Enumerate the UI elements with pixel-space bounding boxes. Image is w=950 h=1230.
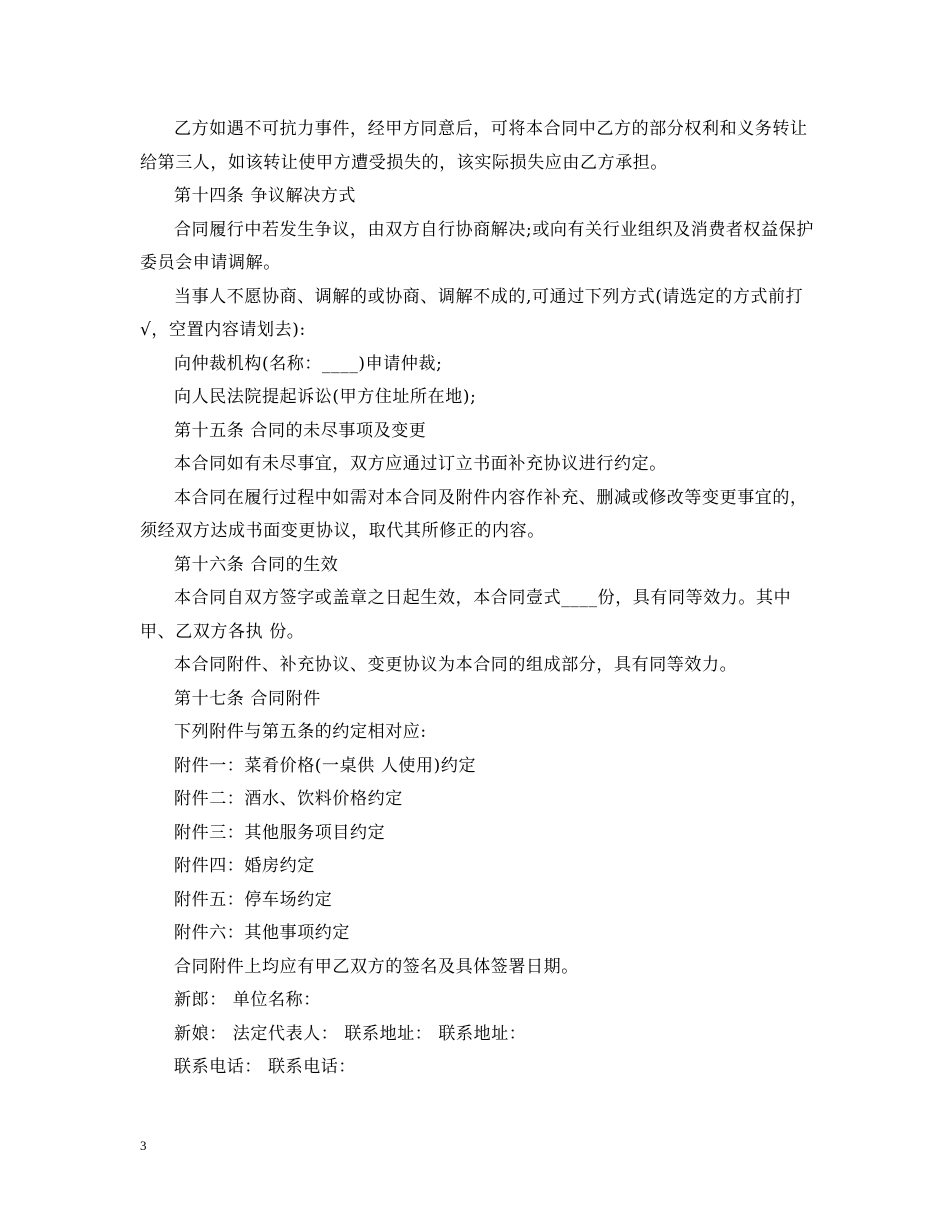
paragraph-arbitration: 向仲裁机构(名称：____)申请仲裁; — [174, 353, 443, 374]
attachment-item-4: 附件四：婚房约定 — [174, 856, 315, 876]
paragraph-signature-requirement: 合同附件上均应有甲乙双方的签名及具体签署日期。 — [174, 956, 579, 977]
signature-line-groom: 新郎： 单位名称： — [174, 990, 321, 1010]
attachment-item-3: 附件三：其他服务项目约定 — [174, 822, 386, 843]
document-body — [140, 113, 815, 1085]
heading-article-14: 第十四条 争议解决方式 — [174, 186, 357, 206]
paragraph-force-majeure: 乙方如遇不可抗力事件，经甲方同意后，可将本合同中乙方的部分权利和义务转让给第三人，如该转让使甲方遭受损失的，该实际损失应由乙方承担。 — [140, 119, 808, 173]
attachment-item-6: 附件六：其他事项约定 — [174, 923, 350, 943]
signature-line-phone: 联系电话： 联系电话： — [174, 1057, 357, 1077]
heading-article-17: 第十七条 合同附件 — [174, 688, 321, 709]
attachment-item-5: 附件五：停车场约定 — [174, 889, 333, 910]
heading-article-15: 第十五条 合同的未尽事项及变更 — [174, 420, 427, 441]
paragraph-supplementary: 本合同如有未尽事宜，双方应通过订立书面补充协议进行约定。 — [174, 454, 667, 474]
paragraph-amendment: 本合同在履行过程中如需对本合同及附件内容作补充、删减或修改等变更事宜的，须经双方达成书面变更协议，取代其所修正的内容。 — [140, 487, 808, 541]
paragraph-dispute-negotiation: 合同履行中若发生争议，由双方自行协商解决;或向有关行业组织及消费者权益保护委员会申请调解。 — [140, 219, 814, 273]
paragraph-effective: 本合同自双方签字或盖章之日起生效，本合同壹式____份，具有同等效力。其中甲、乙双方各执 份。 — [140, 588, 792, 642]
attachment-item-1: 附件一：菜肴价格(一桌供 人使用)约定 — [174, 755, 477, 776]
attachment-item-2: 附件二：酒水、饮料价格约定 — [174, 789, 403, 809]
paragraph-litigation: 向人民法院提起诉讼(甲方住址所在地); — [174, 387, 477, 407]
signature-line-bride: 新娘： 法定代表人： 联系地址： 联系地址： — [174, 1023, 527, 1044]
paragraph-components: 本合同附件、补充协议、变更协议为本合同的组成部分，具有同等效力。 — [174, 655, 738, 675]
paragraph-attachments-intro: 下列附件与第五条的约定相对应: — [174, 722, 427, 742]
page-number: 3 — [140, 1138, 147, 1153]
paragraph-dispute-options: 当事人不愿协商、调解的或协商、调解不成的,可通过下列方式(请选定的方式前打√，空置内容请划去): — [140, 286, 804, 340]
heading-article-16: 第十六条 合同的生效 — [174, 554, 339, 575]
